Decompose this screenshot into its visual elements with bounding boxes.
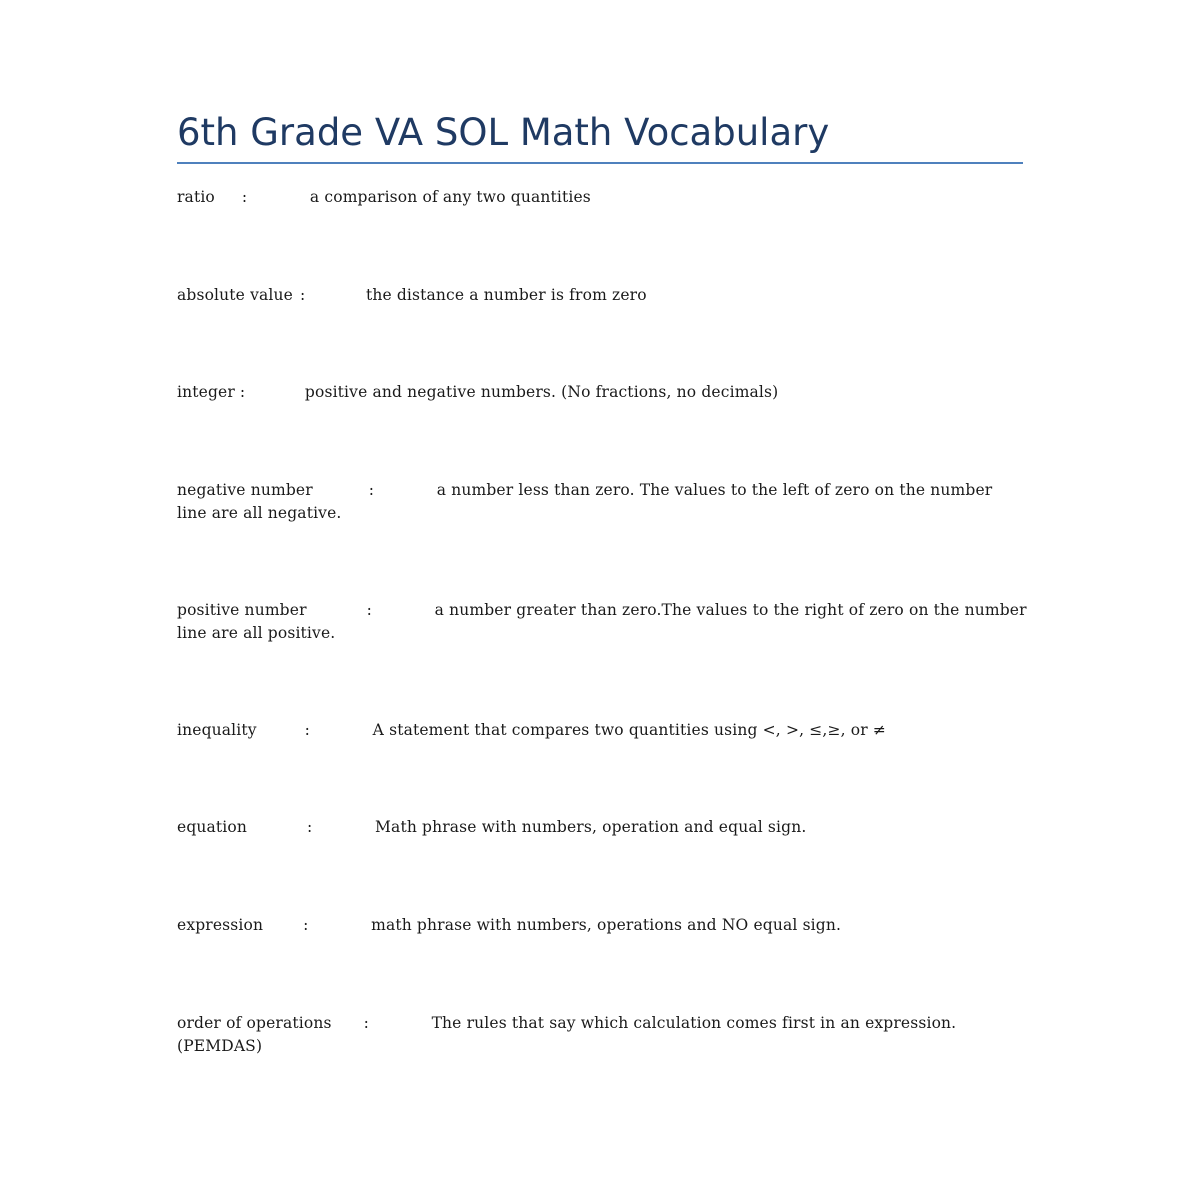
vocab-term: inequality xyxy=(177,721,257,739)
vocab-definition: a comparison of any two quantities xyxy=(309,188,591,206)
title-underline xyxy=(177,162,1023,164)
vocab-entry-inequality xyxy=(177,719,1027,742)
vocab-separator: : xyxy=(363,1014,369,1032)
vocab-term: integer xyxy=(177,383,235,401)
vocab-term: ratio xyxy=(177,188,215,206)
vocab-term: equation xyxy=(177,818,248,836)
vocab-term: expression xyxy=(177,916,264,934)
vocab-entry-expression xyxy=(177,914,1027,937)
vocab-separator: : xyxy=(239,383,246,401)
vocab-entry-order-of-operations xyxy=(177,1012,1027,1057)
vocab-definition: The rules that say which calculation comes first in an expression. (PEMDAS) xyxy=(177,1014,957,1055)
vocab-definition: a number less than zero. The values to the left of zero on the number line are all negative. xyxy=(177,481,993,522)
vocab-term: positive number xyxy=(177,601,307,619)
vocab-definition: Math phrase with numbers, operation and equal sign. xyxy=(375,818,807,836)
vocab-term: order of operations xyxy=(177,1014,332,1032)
vocab-separator: : xyxy=(303,916,309,934)
vocab-definition: A statement that compares two quantities using <, >, ≤,≥, or ≠ xyxy=(372,721,887,739)
vocab-definition: math phrase with numbers, operations and NO equal sign. xyxy=(371,916,842,934)
vocab-separator: : xyxy=(307,818,313,836)
vocab-definition: the distance a number is from zero xyxy=(365,286,647,304)
vocab-separator: : xyxy=(304,721,311,739)
vocab-entry-absolute-value xyxy=(177,284,1027,307)
vocab-definition: positive and negative numbers. (No fractions, no decimals) xyxy=(304,383,779,401)
vocab-separator: : xyxy=(299,286,306,304)
vocab-entry-equation xyxy=(177,816,1027,839)
vocab-entry-ratio xyxy=(177,186,1027,209)
vocab-entry-positive-number xyxy=(177,599,1027,644)
vocab-term: absolute value xyxy=(177,286,293,304)
vocab-separator: : xyxy=(241,188,248,206)
vocab-entry-negative-number xyxy=(177,479,1027,524)
vocab-term: negative number xyxy=(177,481,313,499)
vocab-separator: : xyxy=(368,481,375,499)
vocab-separator: : xyxy=(366,601,373,619)
vocab-entry-integer xyxy=(177,381,1027,404)
page-title: 6th Grade VA SOL Math Vocabulary xyxy=(177,111,830,154)
vocab-definition: a number greater than zero.The values to the right of zero on the number line are all positive. xyxy=(177,601,1027,642)
